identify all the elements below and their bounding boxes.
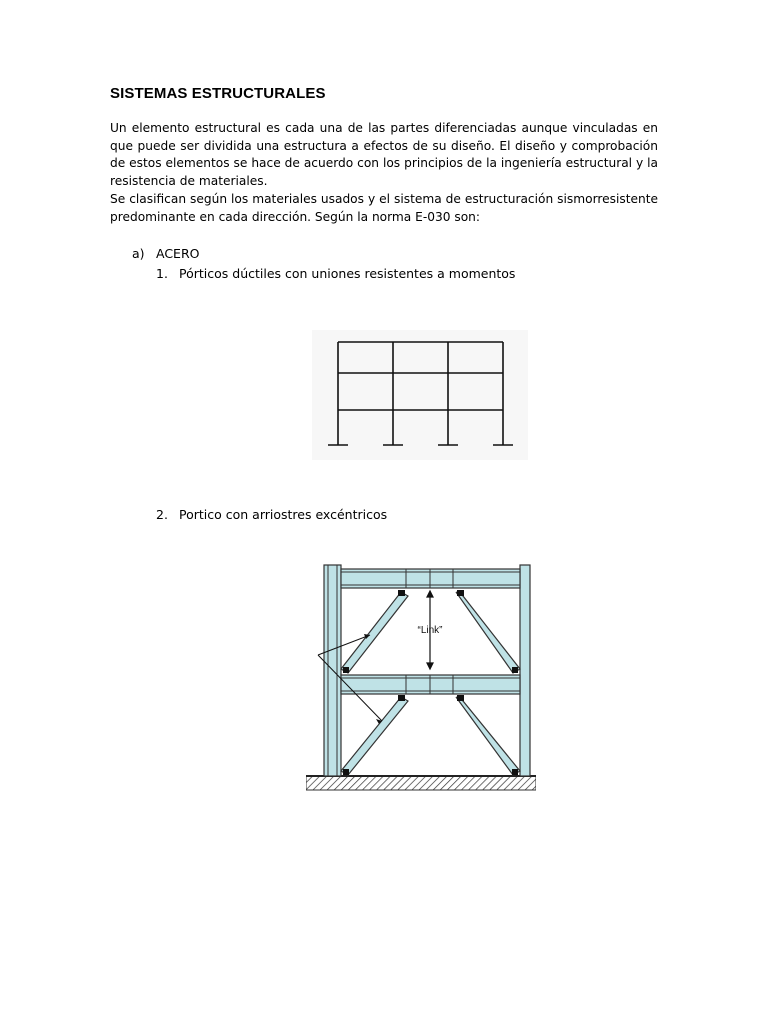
figure-1-background xyxy=(312,330,528,460)
moment-frame-diagram xyxy=(312,330,528,460)
connection-3 xyxy=(343,667,349,673)
brace-upper-right xyxy=(456,592,520,673)
connection-6 xyxy=(457,695,464,701)
paragraph-2: Se clasifican según los materiales usados y el sistema de estructuración sismorresistente predominante en cada dirección. Según la norma E-030 son: xyxy=(110,191,658,224)
connection-8 xyxy=(512,769,518,775)
connection-5 xyxy=(398,695,405,701)
page-title: SISTEMAS ESTRUCTURALES xyxy=(110,85,326,102)
list-item-2-label: Portico con arriostres excéntricos xyxy=(179,507,388,522)
ground-hatch xyxy=(306,776,536,790)
brace-lower-left xyxy=(341,697,408,775)
brace-upper-left xyxy=(341,592,408,673)
link-arrow-bottom xyxy=(427,663,433,669)
connection-7 xyxy=(343,769,349,775)
intro-text xyxy=(110,120,658,226)
list-item-1-number: 1. xyxy=(156,266,168,281)
section-a-label: ACERO xyxy=(156,246,200,261)
connection-1 xyxy=(398,590,405,596)
list-item-2 xyxy=(156,506,387,523)
section-a-marker: a) xyxy=(132,246,145,261)
list-item-2-number: 2. xyxy=(156,507,168,522)
list-item-1 xyxy=(156,265,515,282)
section-a xyxy=(132,245,199,262)
right-column xyxy=(520,565,530,776)
eccentric-brace-diagram xyxy=(306,563,536,793)
paragraph-1: Un elemento estructural es cada una de las partes diferenciadas aunque vinculadas en que puede ser dividida una estructura a efectos de su diseño. El diseño y comprobación de estos elementos se hace de acuerdo con los principios de la ingeniería estructural y la resistencia de materiales. xyxy=(110,121,658,189)
brace-lower-right xyxy=(456,697,520,775)
list-item-1-label: Pórticos dúctiles con uniones resistentes a momentos xyxy=(179,266,516,281)
connection-2 xyxy=(457,590,464,596)
connection-4 xyxy=(512,667,518,673)
link-label: “Link” xyxy=(417,625,443,636)
link-arrow-top xyxy=(427,591,433,597)
